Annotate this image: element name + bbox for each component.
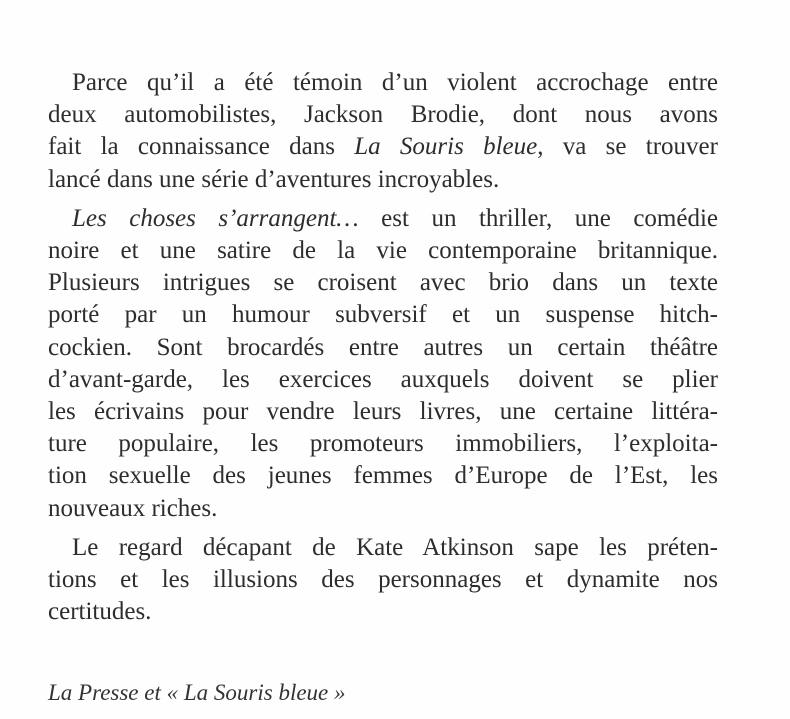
text-line [48, 203, 718, 235]
text-segment: les écrivains pour vendre leurs livres, une certaine littéra- [48, 398, 718, 426]
text-segment: cockien. Sont brocardés entre autres un certain théâtre [48, 333, 718, 361]
text-segment: tion sexuelle des jeunes femmes d’Europe de l’Est, les [48, 462, 718, 490]
text-line [48, 299, 718, 331]
text-line [48, 396, 718, 428]
press-credit: La Presse et « La Souris bleue » [48, 680, 346, 705]
text-line [48, 235, 718, 267]
text-line [48, 596, 718, 628]
text-segment: certitudes. [48, 598, 152, 626]
text-segment: Plusieurs intrigues se croisent avec brio dans un texte [48, 269, 718, 297]
text-segment: noire et une satire de la vie contemporaine britannique. [48, 237, 718, 265]
text-segment: est un thriller, une comédie [358, 204, 718, 232]
text-line [48, 460, 718, 492]
text-line [48, 332, 718, 364]
text-line [48, 164, 718, 196]
text-segment: deux automobilistes, Jackson Brodie, dont nous avons [48, 101, 718, 129]
italic-title: La Souris bleue [354, 133, 538, 161]
text-segment: nouveaux riches. [48, 494, 218, 522]
italic-title: Les choses s’arrangent… [72, 204, 359, 232]
blurb-text [48, 67, 718, 635]
text-segment: ture populaire, les promoteurs immobiliers, l’exploita- [48, 430, 718, 458]
text-line [48, 131, 718, 163]
text-segment: lancé dans une série d’aventures incroyables. [48, 165, 500, 193]
text-segment: d’avant-garde, les exercices auxquels doivent se plier [48, 365, 718, 393]
text-segment: porté par un humour subversif et un suspense hitch- [48, 301, 718, 329]
text-segment: , va se trouver [537, 133, 718, 161]
blurb-paragraph [48, 203, 718, 525]
text-line [48, 364, 718, 396]
blurb-paragraph [48, 532, 718, 629]
text-segment: Le regard décapant de Kate Atkinson sape les préten- [72, 533, 718, 561]
text-line [48, 564, 718, 596]
text-line [48, 99, 718, 131]
blurb-paragraph [48, 67, 718, 196]
text-line [48, 532, 718, 564]
text-line [48, 493, 718, 525]
text-segment: fait la connaissance dans [48, 133, 355, 161]
text-line [48, 267, 718, 299]
text-segment: Parce qu’il a été témoin d’un violent accrochage entre [72, 69, 718, 96]
text-line [48, 428, 718, 460]
text-line [48, 67, 718, 99]
text-segment: tions et les illusions des personnages et dynamite nos [48, 566, 718, 594]
